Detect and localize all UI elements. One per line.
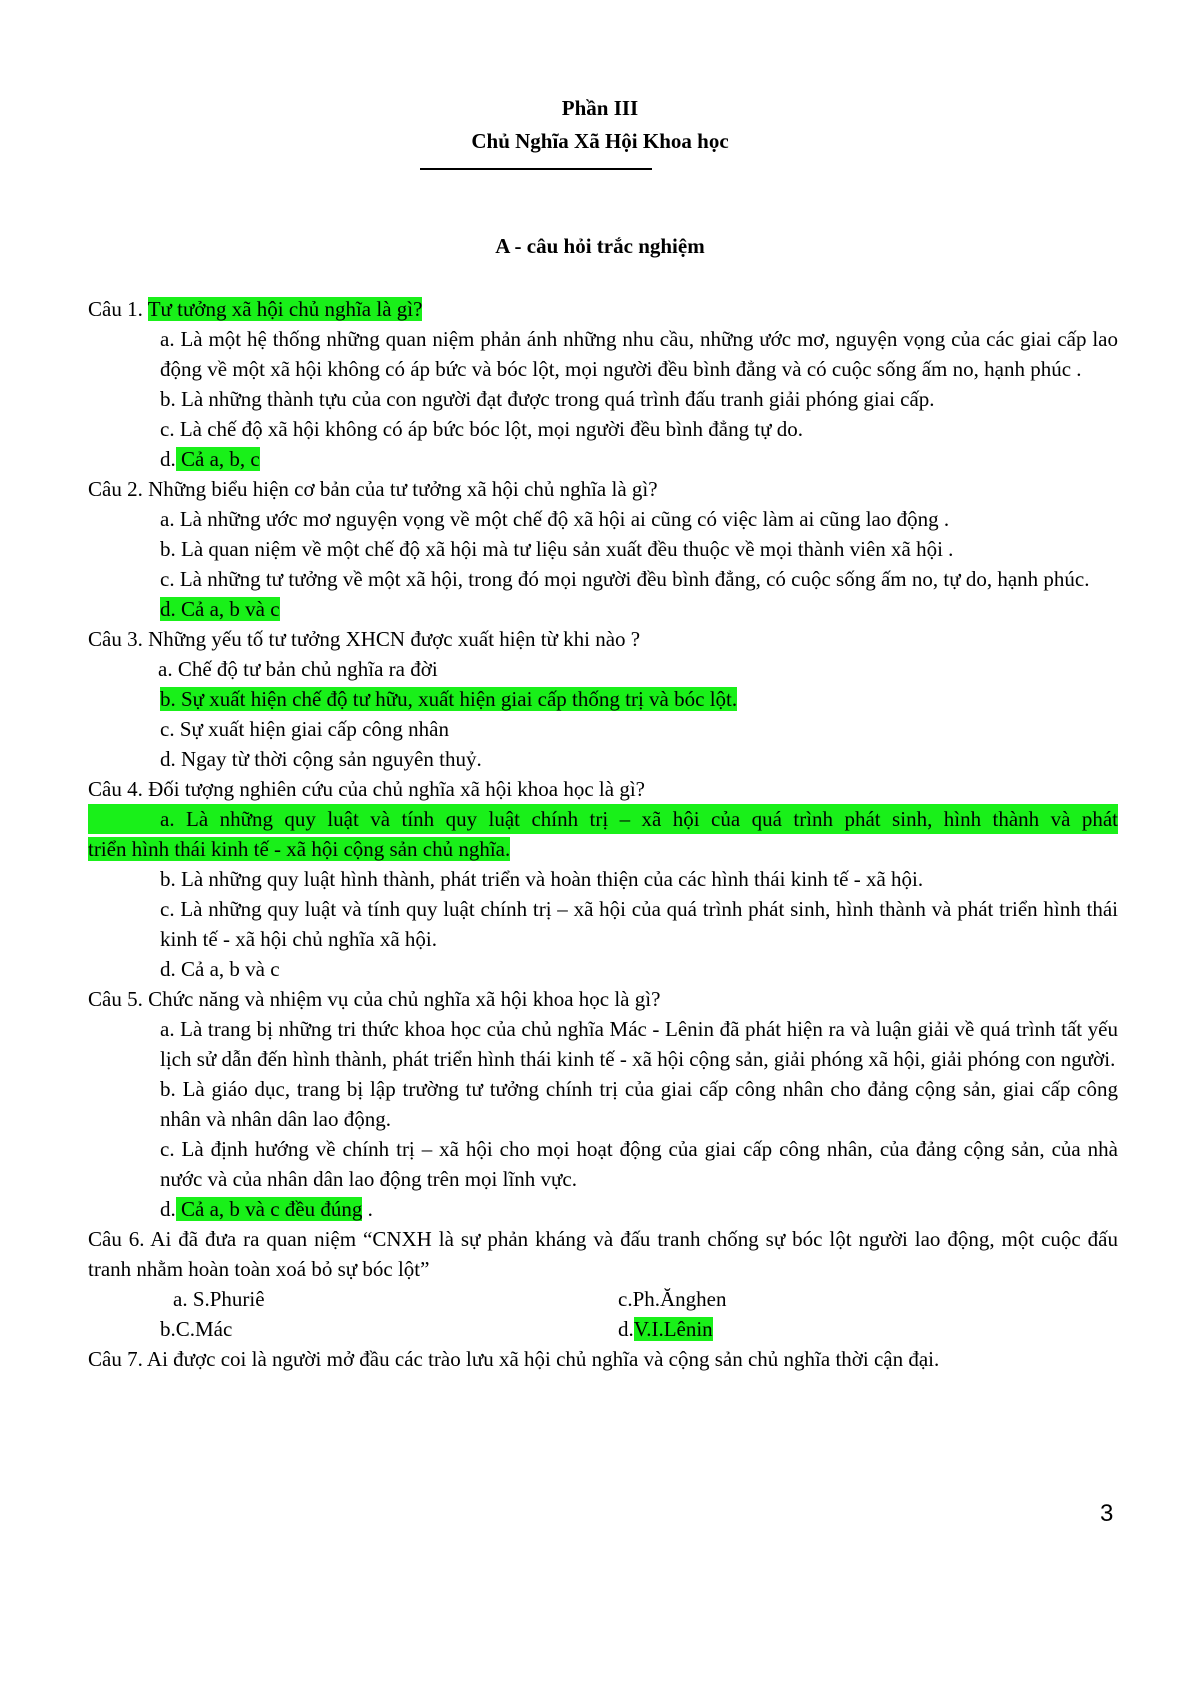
question-3-option-b	[88, 684, 1118, 714]
question-3-option-c: c. Sự xuất hiện giai cấp công nhân	[160, 717, 449, 741]
page-number: 3	[1100, 1500, 1114, 1527]
question-4-option-b: b. Là những quy luật hình thành, phát triển và hoàn thiện của các hình thái kinh tế - xã hội.	[160, 867, 924, 891]
question-5-option-b: b. Là giáo dục, trang bị lập trường tư tưởng chính trị của giai cấp công nhân cho đảng cộng sản, giai cấp công nhân và nhân dân lao động.	[160, 1077, 1118, 1131]
question-1	[88, 294, 1118, 324]
question-6-options-row-1	[88, 1284, 1118, 1314]
question-3-option-d: d. Ngay từ thời cộng sản nguyên thuỷ.	[160, 747, 482, 771]
question-1-option-d: d. Cả a, b, c	[160, 447, 260, 471]
heading-divider	[420, 168, 652, 170]
question-4: Câu 4. Đối tượng nghiên cứu của chủ nghĩa xã hội khoa học là gì?	[88, 777, 645, 801]
question-6-option-a: a. S.Phuriê	[173, 1287, 265, 1311]
question-6-answer: V.I.Lênin	[633, 1317, 713, 1341]
question-2-answer: d. Cả a, b và c	[160, 597, 280, 621]
question-4-option-d: d. Cả a, b và c	[160, 957, 280, 981]
question-1-text: Tư tưởng xã hội chủ nghĩa là gì?	[147, 297, 423, 321]
question-7: Câu 7. Ai được coi là người mở đầu các trào lưu xã hội chủ nghĩa và cộng sản chủ nghĩa thời cận đại.	[88, 1347, 940, 1371]
question-4-option-a	[88, 804, 1118, 864]
question-2-option-c: c. Là những tư tưởng về một xã hội, trong đó mọi người đều bình đẳng, có cuộc sống ấm no, tự do, hạnh phúc.	[160, 567, 1090, 591]
question-1-option-b: b. Là những thành tựu của con người đạt được trong quá trình đấu tranh giải phóng giai cấp.	[160, 387, 935, 411]
question-5-option-d: d. Cả a, b và c đều đúng .	[160, 1197, 373, 1221]
question-4-answer-line2: triển hình thái kinh tế - xã hội cộng sản chủ nghĩa.	[88, 837, 511, 861]
question-2-option-d	[88, 594, 1118, 624]
question-3-option-a: a. Chế độ tư bản chủ nghĩa ra đời	[158, 657, 438, 681]
question-1-option-a: a. Là một hệ thống những quan niệm phản ánh những nhu cầu, những ước mơ, nguyện vọng của các giai cấp lao động về một xã hội không có áp bức và bóc lột, mọi người đều bình đẳng và có cuộc sống ấm no, hạnh phúc .	[160, 327, 1118, 381]
question-6: Câu 6. Ai đã đưa ra quan niệm “CNXH là sự phản kháng và đấu tranh chống sự bóc lột người lao động, một cuộc đấu tranh nhằm hoàn toàn xoá bỏ sự bóc lột”	[88, 1227, 1118, 1281]
question-2: Câu 2. Những biểu hiện cơ bản của tư tưởng xã hội chủ nghĩa là gì?	[88, 477, 658, 501]
question-2-option-b: b. Là quan niệm về một chế độ xã hội mà tư liệu sản xuất đều thuộc về mọi thành viên xã hội .	[160, 537, 954, 561]
question-3-answer: b. Sự xuất hiện chế độ tư hữu, xuất hiện giai cấp thống trị và bóc lột.	[160, 687, 738, 711]
question-6-options-row-2	[88, 1314, 1118, 1344]
question-5-answer: Cả a, b và c đều đúng	[175, 1197, 363, 1221]
part-heading: Phần III	[561, 96, 639, 120]
section-heading: A - câu hỏi trắc nghiệm	[495, 234, 705, 258]
question-5-option-c: c. Là định hướng về chính trị – xã hội cho mọi hoạt động của giai cấp công nhân, của đảng cộng sản, của nhà nước và của nhân dân lao động trên mọi lĩnh vực.	[160, 1137, 1118, 1191]
question-1-prefix: Câu 1.	[88, 297, 148, 321]
question-2-option-a: a. Là những ước mơ nguyện vọng về một chế độ xã hội ai cũng có việc làm ai cũng lao động .	[160, 507, 950, 531]
subject-heading: Chủ Nghĩa Xã Hội Khoa học	[471, 129, 729, 153]
question-4-answer-line1: a. Là những quy luật và tính quy luật chính trị – xã hội của quá trình phát sinh, hình thành và phát	[88, 804, 1118, 834]
question-5-option-a: a. Là trang bị những tri thức khoa học của chủ nghĩa Mác - Lênin đã phát hiện ra và luận giải về quá trình tất yếu lịch sử dẫn đến hình thành, phát triển hình thái kinh tế - xã hội cộng sản, giải phóng xã hội, giải phóng con người.	[160, 1017, 1118, 1071]
question-6-option-d: d.V.I.Lênin	[618, 1317, 713, 1341]
question-1-answer: Cả a, b, c	[175, 447, 260, 471]
question-5: Câu 5. Chức năng và nhiệm vụ của chủ nghĩa xã hội khoa học là gì?	[88, 987, 661, 1011]
question-6-option-c: c.Ph.Ănghen	[618, 1287, 727, 1311]
question-4-option-c: c. Là những quy luật và tính quy luật chính trị – xã hội của quá trình phát sinh, hình thành và phát triển hình thái kinh tế - xã hội chủ nghĩa xã hội.	[160, 897, 1118, 951]
question-1-option-c: c. Là chế độ xã hội không có áp bức bóc lột, mọi người đều bình đẳng tự do.	[160, 417, 804, 441]
question-6-option-b: b.C.Mác	[160, 1317, 233, 1341]
question-list	[88, 294, 1118, 1374]
question-3: Câu 3. Những yếu tố tư tưởng XHCN được xuất hiện từ khi nào ?	[88, 627, 641, 651]
